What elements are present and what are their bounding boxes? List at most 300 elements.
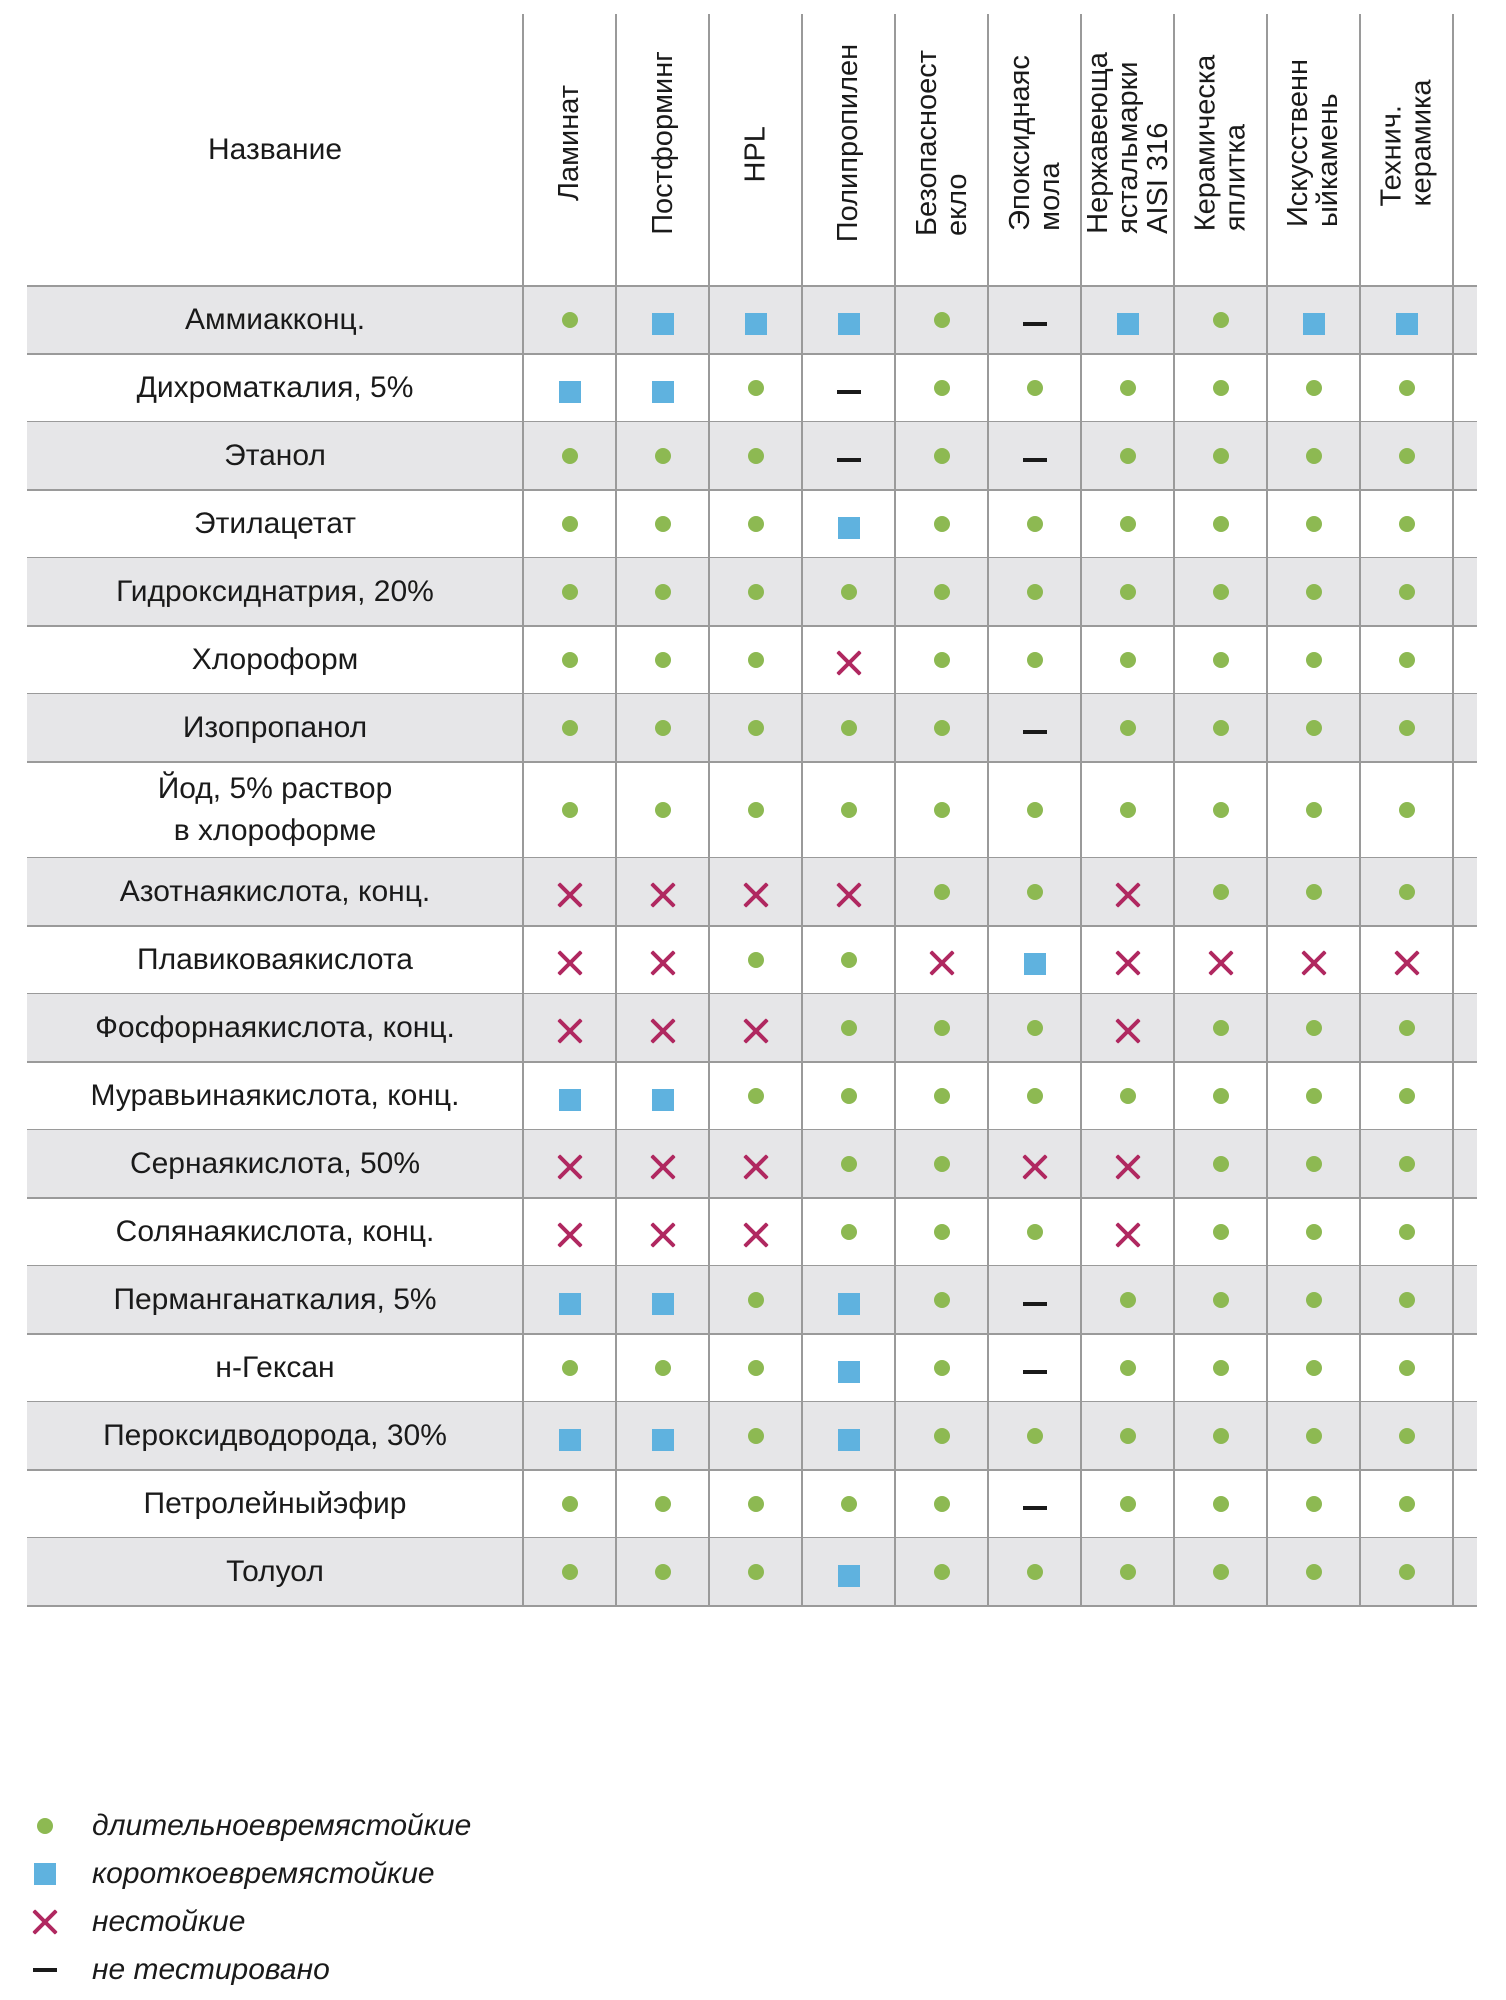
table-cell xyxy=(895,422,988,490)
table-header xyxy=(27,14,1477,286)
cross-marker xyxy=(650,950,676,976)
table-cell xyxy=(1081,422,1174,490)
table-cell xyxy=(802,354,895,422)
table-cell xyxy=(1174,1130,1267,1198)
table-cell xyxy=(802,1198,895,1266)
table-cell xyxy=(1174,1334,1267,1402)
table-cell xyxy=(802,762,895,858)
dash-marker xyxy=(1023,1370,1047,1374)
table-cell xyxy=(616,490,709,558)
name-column-header: Название xyxy=(207,133,343,166)
table-row xyxy=(27,1062,1477,1130)
dot-marker xyxy=(841,1224,857,1240)
dot-marker xyxy=(748,802,764,818)
row-name: Этанол xyxy=(224,439,326,472)
dot-marker xyxy=(37,1818,53,1834)
square-marker xyxy=(1117,313,1139,335)
column-header-label: Безопасноест екло xyxy=(910,49,973,237)
dash-marker xyxy=(1023,1506,1047,1510)
table-cell xyxy=(709,762,802,858)
table-row xyxy=(27,626,1477,694)
dot-marker xyxy=(1399,1292,1415,1308)
table-cell xyxy=(523,1062,616,1130)
dot-marker xyxy=(1399,1088,1415,1104)
dot-marker xyxy=(934,1292,950,1308)
table-cell xyxy=(616,994,709,1062)
dot-marker xyxy=(1120,652,1136,668)
legend-label: нестойкие xyxy=(92,1905,246,1938)
table-cell xyxy=(988,1470,1081,1538)
table-cell xyxy=(709,626,802,694)
dot-marker xyxy=(841,720,857,736)
table-cell xyxy=(895,1538,988,1606)
dot-marker xyxy=(1213,720,1229,736)
dot-marker xyxy=(934,1156,950,1172)
dot-marker xyxy=(1213,1564,1229,1580)
dot-marker xyxy=(655,1496,671,1512)
table-cell xyxy=(895,286,988,354)
table-cell xyxy=(1360,1062,1453,1130)
cross-marker xyxy=(836,882,862,908)
dot-marker xyxy=(1027,516,1043,532)
dot-marker xyxy=(934,448,950,464)
column-divider xyxy=(522,14,524,1606)
dot-marker xyxy=(1120,1496,1136,1512)
table-cell xyxy=(709,1470,802,1538)
table-cell xyxy=(1174,1062,1267,1130)
table-row xyxy=(27,762,1477,858)
table-cell xyxy=(1081,354,1174,422)
dot-marker xyxy=(748,720,764,736)
table-cell xyxy=(1174,286,1267,354)
table-cell xyxy=(1360,558,1453,626)
table-cell xyxy=(988,422,1081,490)
table-cell xyxy=(616,626,709,694)
dot-marker xyxy=(748,1428,764,1444)
table-row xyxy=(27,994,1477,1062)
legend-icon xyxy=(30,1902,60,1942)
table-cell xyxy=(523,926,616,994)
table-cell xyxy=(988,354,1081,422)
table-cell xyxy=(1081,1402,1174,1470)
legend-label: короткоевремястойкие xyxy=(92,1857,435,1890)
cross-marker xyxy=(743,1018,769,1044)
table-cell xyxy=(523,1538,616,1606)
column-divider xyxy=(1266,14,1268,1606)
table-row xyxy=(27,1538,1477,1606)
dot-marker xyxy=(1120,720,1136,736)
table-cell xyxy=(1267,1538,1360,1606)
table-cell xyxy=(616,1130,709,1198)
dot-marker xyxy=(1306,1156,1322,1172)
dot-marker xyxy=(1120,448,1136,464)
table-cell xyxy=(1174,558,1267,626)
table-cell xyxy=(709,1538,802,1606)
table-cell xyxy=(709,694,802,762)
table-cell xyxy=(616,1062,709,1130)
table-cell xyxy=(523,422,616,490)
table-cell xyxy=(1081,1334,1174,1402)
table-cell xyxy=(802,286,895,354)
table-cell xyxy=(1360,1334,1453,1402)
table-cell xyxy=(802,422,895,490)
dash-marker xyxy=(1023,1302,1047,1306)
table-cell xyxy=(709,422,802,490)
table-cell xyxy=(1267,490,1360,558)
table-cell xyxy=(523,1130,616,1198)
square-marker xyxy=(745,313,767,335)
column-divider xyxy=(1080,14,1082,1606)
column-header xyxy=(1081,14,1174,286)
table-cell xyxy=(523,762,616,858)
column-header xyxy=(616,14,709,286)
table-cell xyxy=(988,286,1081,354)
dot-marker xyxy=(841,952,857,968)
table-cell xyxy=(895,1198,988,1266)
dot-marker xyxy=(1120,1564,1136,1580)
table-cell xyxy=(1081,858,1174,926)
dot-marker xyxy=(934,884,950,900)
table-cell xyxy=(1267,422,1360,490)
dot-marker xyxy=(1213,1496,1229,1512)
cross-marker xyxy=(1115,1154,1141,1180)
dot-marker xyxy=(934,802,950,818)
table-row xyxy=(27,1130,1477,1198)
table-cell xyxy=(523,626,616,694)
table-cell xyxy=(523,354,616,422)
table-row xyxy=(27,1198,1477,1266)
square-marker xyxy=(559,1293,581,1315)
table-cell xyxy=(709,1062,802,1130)
table-cell xyxy=(616,762,709,858)
dot-marker xyxy=(934,1564,950,1580)
table-cell xyxy=(1267,694,1360,762)
table-cell xyxy=(1360,286,1453,354)
dot-marker xyxy=(562,720,578,736)
row-name: Солянаякислота, конц. xyxy=(115,1215,435,1248)
dot-marker xyxy=(1213,1020,1229,1036)
table-cell xyxy=(523,694,616,762)
legend-label: не тестировано xyxy=(92,1953,330,1986)
dot-marker xyxy=(934,584,950,600)
dot-marker xyxy=(1120,1360,1136,1376)
dot-marker xyxy=(655,448,671,464)
square-marker xyxy=(559,1429,581,1451)
table-cell xyxy=(709,1266,802,1334)
table-cell xyxy=(1174,1266,1267,1334)
table-cell xyxy=(709,558,802,626)
dot-marker xyxy=(1399,1360,1415,1376)
dot-marker xyxy=(1306,720,1322,736)
table-row xyxy=(27,490,1477,558)
table-cell xyxy=(1267,858,1360,926)
square-marker xyxy=(1024,953,1046,975)
dot-marker xyxy=(934,380,950,396)
dot-marker xyxy=(841,1088,857,1104)
row-name: Петролейныйэфир xyxy=(143,1487,407,1520)
dot-marker xyxy=(562,516,578,532)
dot-marker xyxy=(934,312,950,328)
table-cell xyxy=(1081,558,1174,626)
table-cell xyxy=(988,1402,1081,1470)
table-cell xyxy=(988,858,1081,926)
table-row xyxy=(27,558,1477,626)
table-cell xyxy=(802,694,895,762)
dot-marker xyxy=(1306,584,1322,600)
column-header-label: Ламинат xyxy=(553,84,586,202)
dot-marker xyxy=(1120,1292,1136,1308)
table-cell xyxy=(1081,1470,1174,1538)
dot-marker xyxy=(1306,380,1322,396)
dot-marker xyxy=(1027,1564,1043,1580)
table-cell xyxy=(709,286,802,354)
table-cell xyxy=(616,422,709,490)
table-cell xyxy=(523,994,616,1062)
table-row xyxy=(27,694,1477,762)
dot-marker xyxy=(1399,802,1415,818)
square-marker xyxy=(652,313,674,335)
dot-marker xyxy=(1306,1428,1322,1444)
dot-marker xyxy=(748,952,764,968)
row-divider xyxy=(27,1605,1477,1607)
dash-marker xyxy=(1023,322,1047,326)
column-divider xyxy=(1452,14,1454,1606)
dot-marker xyxy=(934,516,950,532)
table-cell xyxy=(802,1334,895,1402)
dot-marker xyxy=(748,516,764,532)
cross-marker xyxy=(836,650,862,676)
table-cell xyxy=(895,858,988,926)
cross-marker xyxy=(650,1154,676,1180)
dot-marker xyxy=(655,1564,671,1580)
dot-marker xyxy=(1120,1428,1136,1444)
table-cell xyxy=(802,1538,895,1606)
table-cell xyxy=(1174,762,1267,858)
table-cell xyxy=(616,1470,709,1538)
table-cell xyxy=(802,490,895,558)
table-cell xyxy=(802,558,895,626)
table-cell xyxy=(709,1334,802,1402)
dot-marker xyxy=(1306,802,1322,818)
dot-marker xyxy=(841,802,857,818)
cross-marker xyxy=(557,1222,583,1248)
dot-marker xyxy=(1120,802,1136,818)
dot-marker xyxy=(1306,448,1322,464)
dot-marker xyxy=(1027,884,1043,900)
table-cell xyxy=(1267,1402,1360,1470)
square-marker xyxy=(838,1565,860,1587)
dash-marker xyxy=(837,458,861,462)
row-name: н-Гексан xyxy=(215,1351,335,1384)
table-cell xyxy=(1174,694,1267,762)
square-marker xyxy=(652,1293,674,1315)
table-cell xyxy=(988,558,1081,626)
cross-marker xyxy=(1301,950,1327,976)
square-marker xyxy=(559,1089,581,1111)
dot-marker xyxy=(1027,380,1043,396)
dot-marker xyxy=(934,1428,950,1444)
table-row xyxy=(27,286,1477,354)
table-cell xyxy=(895,994,988,1062)
table-cell xyxy=(802,926,895,994)
dot-marker xyxy=(748,652,764,668)
dot-marker xyxy=(1399,516,1415,532)
row-name: Азотнаякислота, конц. xyxy=(119,875,431,908)
dot-marker xyxy=(748,1292,764,1308)
column-header-label: Искусственн ыйкамень xyxy=(1282,58,1345,228)
table-cell xyxy=(895,626,988,694)
table-cell xyxy=(1081,994,1174,1062)
table-row xyxy=(27,1266,1477,1334)
table-cell xyxy=(802,626,895,694)
table-cell xyxy=(802,994,895,1062)
row-name: Фосфорнаякислота, конц. xyxy=(95,1011,455,1044)
dot-marker xyxy=(1306,1088,1322,1104)
table-cell xyxy=(523,1334,616,1402)
table-cell xyxy=(1267,1334,1360,1402)
cross-marker xyxy=(557,1018,583,1044)
table-cell xyxy=(1360,1402,1453,1470)
row-name: Гидроксиднатрия, 20% xyxy=(116,575,434,608)
dot-marker xyxy=(1213,1088,1229,1104)
table-cell xyxy=(1174,626,1267,694)
cross-marker xyxy=(1115,950,1141,976)
dot-marker xyxy=(562,312,578,328)
table-cell xyxy=(895,1130,988,1198)
square-marker xyxy=(1396,313,1418,335)
column-header xyxy=(709,14,802,286)
row-name: Хлороформ xyxy=(191,643,359,676)
dot-marker xyxy=(934,1496,950,1512)
dot-marker xyxy=(1306,1224,1322,1240)
table-cell xyxy=(988,1266,1081,1334)
row-name: Муравьинаякислота, конц. xyxy=(90,1079,460,1112)
dot-marker xyxy=(934,1360,950,1376)
table-cell xyxy=(1174,422,1267,490)
dot-marker xyxy=(1213,1292,1229,1308)
column-header xyxy=(1174,14,1267,286)
legend-label: длительноевремястойкие xyxy=(92,1809,472,1842)
table-cell xyxy=(1267,354,1360,422)
table-cell xyxy=(616,1266,709,1334)
dot-marker xyxy=(841,1496,857,1512)
column-header-label: Полипропилен xyxy=(832,43,865,243)
table-row xyxy=(27,422,1477,490)
dot-marker xyxy=(934,652,950,668)
table-cell xyxy=(1174,1470,1267,1538)
table-row xyxy=(27,1470,1477,1538)
column-header-label: Эпоксиднаяс мола xyxy=(1003,55,1066,231)
table-cell xyxy=(1267,1198,1360,1266)
table-cell xyxy=(1081,1266,1174,1334)
table-cell xyxy=(709,994,802,1062)
table-row xyxy=(27,354,1477,422)
dot-marker xyxy=(1213,584,1229,600)
table-row xyxy=(27,858,1477,926)
dot-marker xyxy=(1306,1020,1322,1036)
table-cell xyxy=(1267,1266,1360,1334)
dot-marker xyxy=(1027,1020,1043,1036)
table-cell xyxy=(616,1334,709,1402)
table-cell xyxy=(988,926,1081,994)
dot-marker xyxy=(1399,1020,1415,1036)
table-cell xyxy=(895,1402,988,1470)
table-cell xyxy=(1267,626,1360,694)
table-cell xyxy=(523,1470,616,1538)
cross-marker xyxy=(743,1222,769,1248)
table-cell xyxy=(1360,422,1453,490)
dot-marker xyxy=(841,584,857,600)
cross-marker xyxy=(650,1222,676,1248)
dot-marker xyxy=(1306,652,1322,668)
table-cell xyxy=(709,354,802,422)
column-header-label: Нержавеюща ястальмарки AISI 316 xyxy=(1081,52,1174,234)
column-header-label: Технич. керамика xyxy=(1375,79,1438,207)
square-marker xyxy=(838,1361,860,1383)
row-name: Сернаякислота, 50% xyxy=(129,1147,421,1180)
table-cell xyxy=(895,1334,988,1402)
square-marker xyxy=(1303,313,1325,335)
dot-marker xyxy=(1120,1088,1136,1104)
dot-marker xyxy=(1213,1428,1229,1444)
table-cell xyxy=(1360,1130,1453,1198)
dot-marker xyxy=(1213,1224,1229,1240)
dot-marker xyxy=(748,1564,764,1580)
column-header-label: Постформинг xyxy=(646,51,679,235)
table-cell xyxy=(1360,694,1453,762)
cross-marker xyxy=(1115,1222,1141,1248)
column-header xyxy=(1360,14,1453,286)
cross-marker xyxy=(929,950,955,976)
table-cell xyxy=(1081,1130,1174,1198)
square-marker xyxy=(652,1089,674,1111)
dot-marker xyxy=(1120,380,1136,396)
dot-marker xyxy=(748,1360,764,1376)
column-divider xyxy=(708,14,710,1606)
square-marker xyxy=(652,1429,674,1451)
table-row xyxy=(27,1334,1477,1402)
column-header xyxy=(1267,14,1360,286)
dot-marker xyxy=(1027,1224,1043,1240)
column-divider xyxy=(987,14,989,1606)
table-cell xyxy=(988,694,1081,762)
dot-marker xyxy=(1213,884,1229,900)
row-name: Толуол xyxy=(226,1555,324,1588)
table-cell xyxy=(1081,626,1174,694)
table-cell xyxy=(709,1130,802,1198)
square-marker xyxy=(838,1293,860,1315)
column-header xyxy=(988,14,1081,286)
table-cell xyxy=(1081,1538,1174,1606)
dot-marker xyxy=(1306,1496,1322,1512)
dot-marker xyxy=(655,1360,671,1376)
dot-marker xyxy=(748,584,764,600)
dot-marker xyxy=(1399,1224,1415,1240)
cross-marker xyxy=(1115,882,1141,908)
table-cell xyxy=(895,1062,988,1130)
cross-marker xyxy=(1022,1154,1048,1180)
dot-marker xyxy=(934,1224,950,1240)
table-cell xyxy=(616,1402,709,1470)
dot-marker xyxy=(1306,884,1322,900)
table-cell xyxy=(988,1130,1081,1198)
dot-marker xyxy=(1120,516,1136,532)
table-cell xyxy=(1174,926,1267,994)
table-cell xyxy=(1081,1198,1174,1266)
square-marker xyxy=(838,1429,860,1451)
dot-marker xyxy=(1213,380,1229,396)
cross-marker xyxy=(650,882,676,908)
